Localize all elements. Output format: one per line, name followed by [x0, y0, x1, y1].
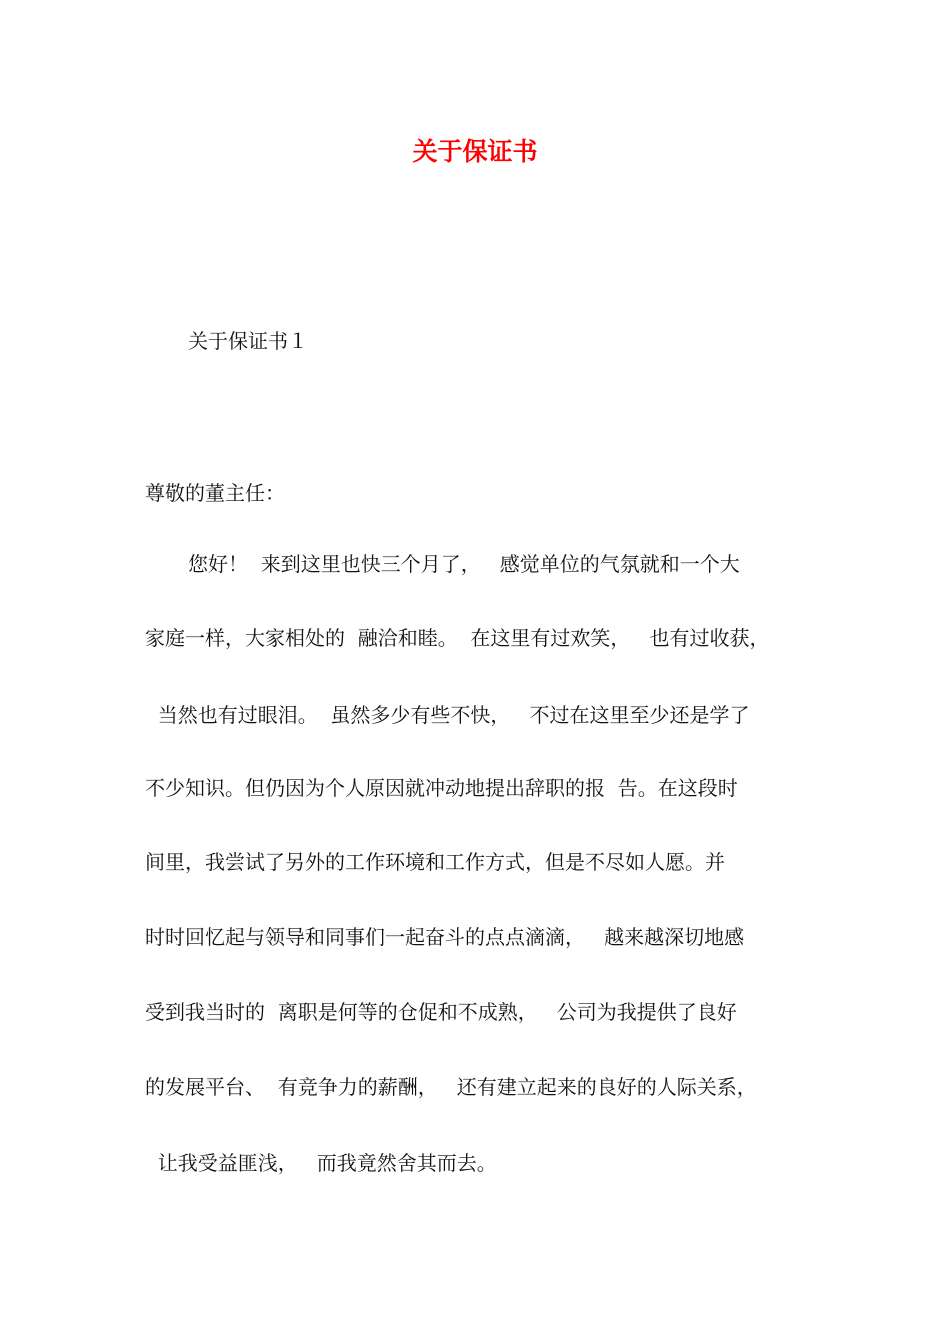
document-title: 关于保证书 — [412, 137, 538, 166]
body-line: 当然也有过眼泪。 虽然多少有些不快， 不过在这里至少还是学了 — [145, 703, 750, 727]
body-line: 时时回忆起与领导和同事们一起奋斗的点点滴滴， 越来越深切地感 — [145, 925, 745, 949]
body-line: 让我受益匪浅， 而我竟然舍其而去。 — [145, 1151, 497, 1175]
body-line: 受到我当时的 离职是何等的仓促和不成熟， 公司为我提供了良好 — [145, 1000, 737, 1024]
body-line: 间里，我尝试了另外的工作环境和工作方式，但是不尽如人愿。并 — [145, 850, 725, 874]
salutation: 尊敬的董主任： — [145, 481, 285, 505]
body-line: 的发展平台、 有竞争力的薪酬， 还有建立起来的良好的人际关系， — [145, 1075, 757, 1099]
body-line: 家庭一样，大家相处的 融洽和睦。 在这里有过欢笑， 也有过收获， — [145, 626, 770, 650]
section-heading: 关于保证书１ — [188, 329, 308, 353]
body-line: 不少知识。但仍因为个人原因就冲动地提出辞职的报 告。在这段时 — [145, 776, 738, 800]
body-line: 您好！ 来到这里也快三个月了， 感觉单位的气氛就和一个大 — [188, 552, 740, 576]
